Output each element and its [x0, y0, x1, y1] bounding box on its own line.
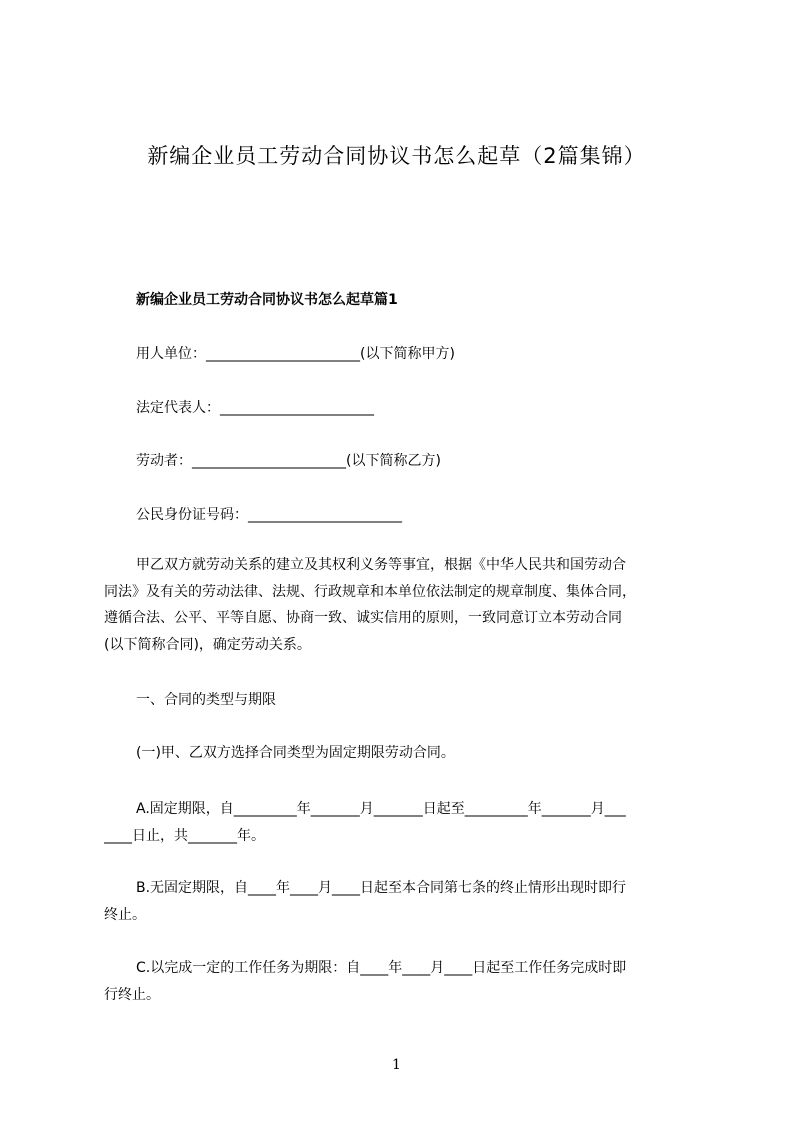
worker-field: 劳动者：______________________(以下简称乙方) — [136, 453, 441, 469]
intro-line-1: 甲乙双方就劳动关系的建立及其权利义务等事宜，根据《中华人民共和国劳动合 — [136, 557, 626, 573]
id-number-field: 公民身份证号码：______________________ — [136, 507, 402, 523]
option-c-line-2: 行终止。 — [104, 986, 160, 1003]
section-heading: 新编企业员工劳动合同协议书怎么起草篇1 — [136, 292, 398, 308]
intro-paragraph — [104, 552, 700, 658]
option-a-line-2: ____日止，共_______年。 — [104, 827, 265, 844]
clause-1: (一)甲、乙双方选择合同类型为固定期限劳动合同。 — [136, 745, 455, 761]
legal-representative-field: 法定代表人：______________________ — [136, 400, 374, 416]
option-b-line-1: B.无固定期限，自____年____月____日起至本合同第七条的终止情形出现时即行 — [136, 880, 627, 896]
intro-line-3: 遵循合法、公平、平等自愿、协商一致、诚实信用的原则，一致同意订立本劳动合同 — [104, 610, 622, 626]
intro-line-4: (以下简称合同)，确定劳动关系。 — [104, 636, 311, 653]
option-c-line-1: C.以完成一定的工作任务为期限：自____年____月____日起至工作任务完成时即 — [136, 960, 627, 976]
option-c-paragraph — [104, 955, 700, 1008]
intro-line-2: 同法》及有关的劳动法律、法规、行政规章和本单位依法制定的规章制度、集体合同， — [104, 583, 636, 600]
employer-field: 用人单位：______________________(以下简称甲方) — [136, 346, 455, 362]
option-a-line-1: A.固定期限，自_________年_______月_______日起至_________年_______月___ — [136, 801, 626, 817]
option-b-line-2: 终止。 — [104, 906, 146, 923]
option-b-paragraph — [104, 875, 700, 928]
page-number: 1 — [392, 1057, 401, 1073]
option-a-paragraph — [104, 796, 700, 849]
article-1-heading: 一、合同的类型与期限 — [136, 692, 276, 708]
document-title: 新编企业员工劳动合同协议书怎么起草（2篇集锦） — [147, 144, 646, 168]
